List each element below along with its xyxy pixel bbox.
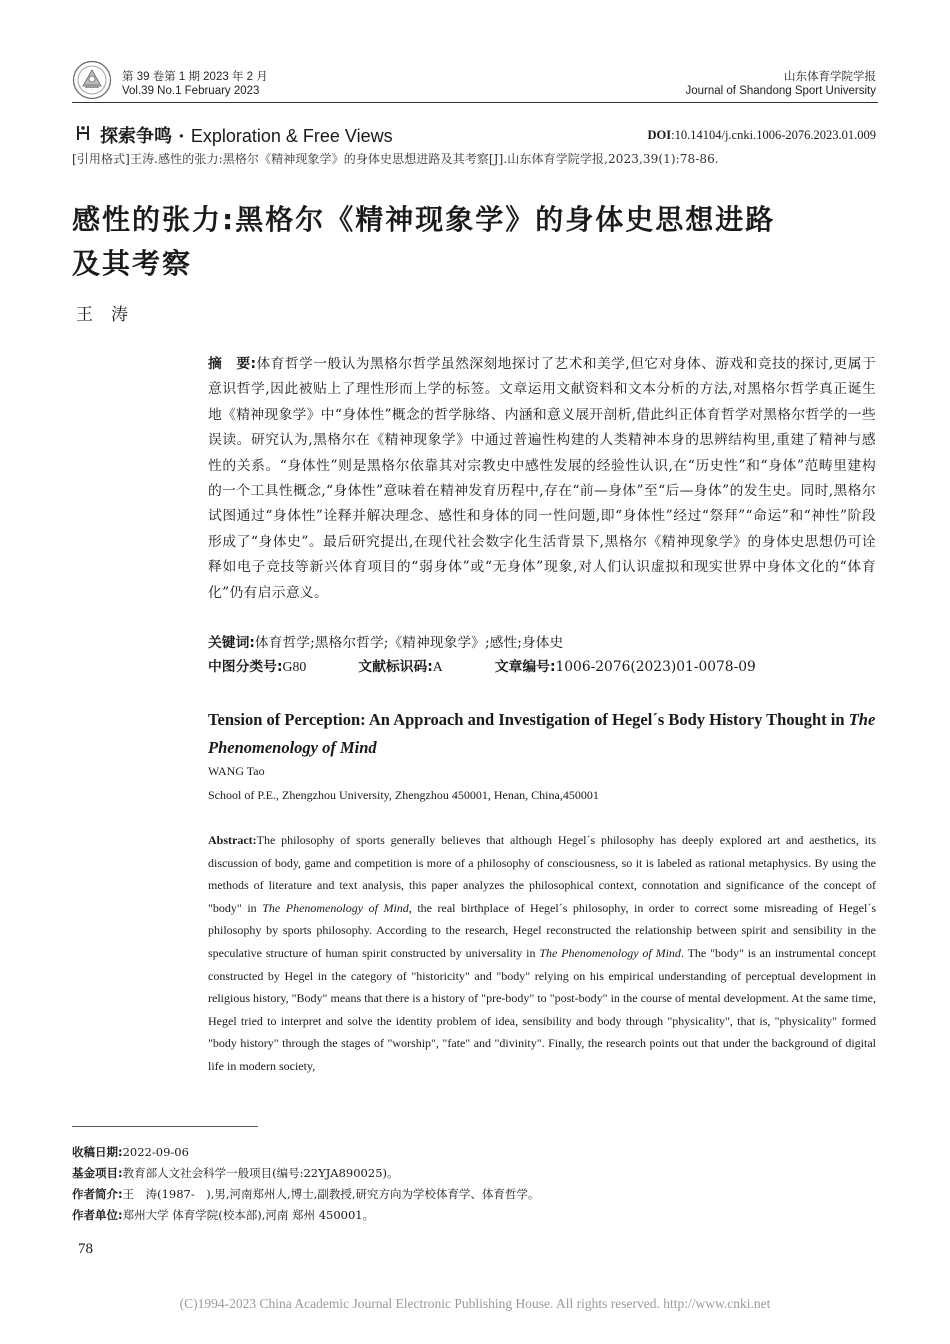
footnote-author-bio (72, 1184, 540, 1205)
footnote-fund (72, 1163, 540, 1184)
footnote-key: 作者单位: (72, 1208, 123, 1222)
footnote-key: 基金项目: (72, 1166, 123, 1180)
journal-logo-icon (72, 60, 112, 100)
article-title-line2: 及其考察 (72, 247, 193, 280)
keywords-text: 体育哲学;黑格尔哲学;《精神现象学》;感性;身体史 (254, 635, 564, 651)
footnotes (72, 1142, 540, 1226)
abstract-en-italic1: The Phenomenology of Mind (262, 900, 409, 915)
english-affiliation: School of P.E., Zhengzhou University, Zhengzhou 450001, Henan, China,450001 (208, 788, 599, 802)
clc-label: 中图分类号: (208, 659, 283, 675)
journal-name-zh: 山东体育学院学报 (784, 71, 876, 83)
footnote-affiliation (72, 1205, 540, 1226)
abstract-en-part1: The philosophy of sports generally believes that although Hegel´s philosophy has deeply explored art and aesthetics, its discussion of body, game and competition is more of a philosophy of consciousness, so it is labeled as rational metaphysics. By using the methods of literature and text analysis, this paper analyzes the philosophical context, connotation and significance of the concept of "body" in (208, 833, 876, 915)
english-title (208, 706, 888, 762)
citation-format: [引用格式]王涛.感性的张力:黑格尔《精神现象学》的身体史思想进路及其考察[J].山东体育学院学报,2023,39(1):78-86. (72, 152, 719, 166)
header-divider (72, 102, 878, 103)
abstract-en-italic2: The Phenomenology of Mind (539, 945, 681, 960)
doc-code-value: A (432, 659, 443, 674)
doi (648, 128, 876, 143)
footnote-value: 教育部人文社会科学一般项目(编号:22YJA890025)。 (122, 1166, 399, 1180)
doc-code-label: 文献标识码: (358, 659, 433, 675)
column-title-zh: 探索争鸣 · (100, 126, 191, 147)
doi-value[interactable]: :10.14104/j.cnki.1006-2076.2023.01.009 (671, 128, 876, 142)
footnote-received (72, 1142, 540, 1163)
article-number-value: 1006-2076(2023)01-0078-09 (555, 659, 756, 675)
volume-info (122, 70, 268, 98)
english-title-italic: The Phenomenology of Mind (208, 710, 876, 757)
footnote-value: 郑州大学 体育学院(校本部),河南 郑州 450001。 (122, 1208, 375, 1222)
footnote-key: 作者简介: (72, 1187, 123, 1201)
page-number: 78 (78, 1241, 93, 1257)
abstract-en-part2: , the real birthplace of Hegel´s philosophy, in order to correct some misreading of Hegel´s philosophy by sports philosophy. According to the research, Hegel reconstructed the relationship between spirit and sensibility in the speculative structure of human spirit constructed by universality in (208, 900, 876, 960)
volume-zh: 第 39 卷第 1 期 2023 年 2 月 (122, 71, 268, 83)
article-title (72, 198, 872, 286)
copyright-watermark: (C)1994-2023 China Academic Journal Electronic Publishing House. All rights reserved. http://www.cnki.net (179, 1296, 771, 1311)
clc-value: G80 (282, 659, 307, 674)
column-title-en: Exploration & Free Views (190, 126, 393, 146)
footnote-value: 王 涛(1987- ),男,河南郑州人,博士,副教授,研究方向为学校体育学、体育哲学。 (122, 1187, 540, 1201)
abstract-zh-label: 摘 要: (208, 356, 257, 372)
article-title-line1: 感性的张力:黑格尔《精神现象学》的身体史思想进路 (72, 203, 776, 236)
column-ornament-icon (76, 124, 90, 142)
keywords (208, 632, 563, 654)
abstract-zh-text: 体育哲学一般认为黑格尔哲学虽然深刻地探讨了艺术和美学,但它对身体、游戏和竞技的探讨,更属于意识哲学,因此被贴上了理性形而上学的标签。文章运用文献资料和文本分析的方法,对黑格尔哲学真正诞生地《精神现象学》中“身体性”概念的哲学脉络、内涵和意义展开剖析,借此纠正体育哲学对黑格尔哲学的一些误读。研究认为,黑格尔在《精神现象学》中通过普遍性构建的人类精神本身的思辨结构里,重建了精神与感性的关系。“身体性”则是黑格尔依靠其对宗教史中感性发展的经验性认识,在“历史性”和“身体”范畴里建构的一个工具性概念,“身体性”意味着在精神发育历程中,存在“前—身体”至“后—身体”的发生史。同时,黑格尔试图通过“身体性”诠释并解决理念、感性和身体的同一性问题,即“身体性”经过“祭拜”“命运”和“神性”阶段形成了“身体史”。最后研究提出,在现代社会数字化生活背景下,黑格尔《精神现象学》的身体史思想仍可诠释如电子竞技等新兴体育项目的“弱身体”或“无身体”现象,对人们认识虚拟和现实世界中身体文化的“体育化”仍有启示意义。 (208, 356, 876, 601)
author-name: 王涛 (76, 305, 146, 325)
footnote-value: 2022-09-06 (122, 1145, 189, 1159)
volume-en: Vol.39 No.1 February 2023 (122, 85, 260, 97)
footnote-divider (72, 1126, 258, 1127)
english-title-main: Tension of Perception: An Approach and Investigation of Hegel´s Body History Thought in (208, 710, 849, 729)
doi-label: DOI (647, 128, 672, 142)
abstract-en-part3: . The "body" is an instrumental concept constructed by Hegel in the category of "historicity" and "body" relying on his empirical understanding of perceptual development in religious history, "Body" means that there is a history of "pre-body" to "post-body" in the course of mental development. At the same time, Hegel tried to interpret and solve the identity problem of idea, sensibility and body through "physicality", that is, "physicality" formed "body history" through the stages of "worship", "fate" and "divinity". Finally, the research points out that under the background of digital life in modern society, (208, 945, 876, 1073)
abstract-zh (208, 352, 876, 606)
classification-line (208, 656, 876, 678)
abstract-en (208, 829, 876, 1078)
footnote-key: 收稿日期: (72, 1145, 123, 1159)
keywords-label: 关键词: (208, 635, 255, 651)
abstract-en-label: Abstract: (208, 833, 257, 847)
english-author: WANG Tao (208, 764, 265, 778)
journal-name-en: Journal of Shandong Sport University (685, 85, 876, 97)
article-number-label: 文章编号: (494, 659, 556, 675)
column-title (100, 122, 393, 148)
journal-name (686, 70, 877, 98)
